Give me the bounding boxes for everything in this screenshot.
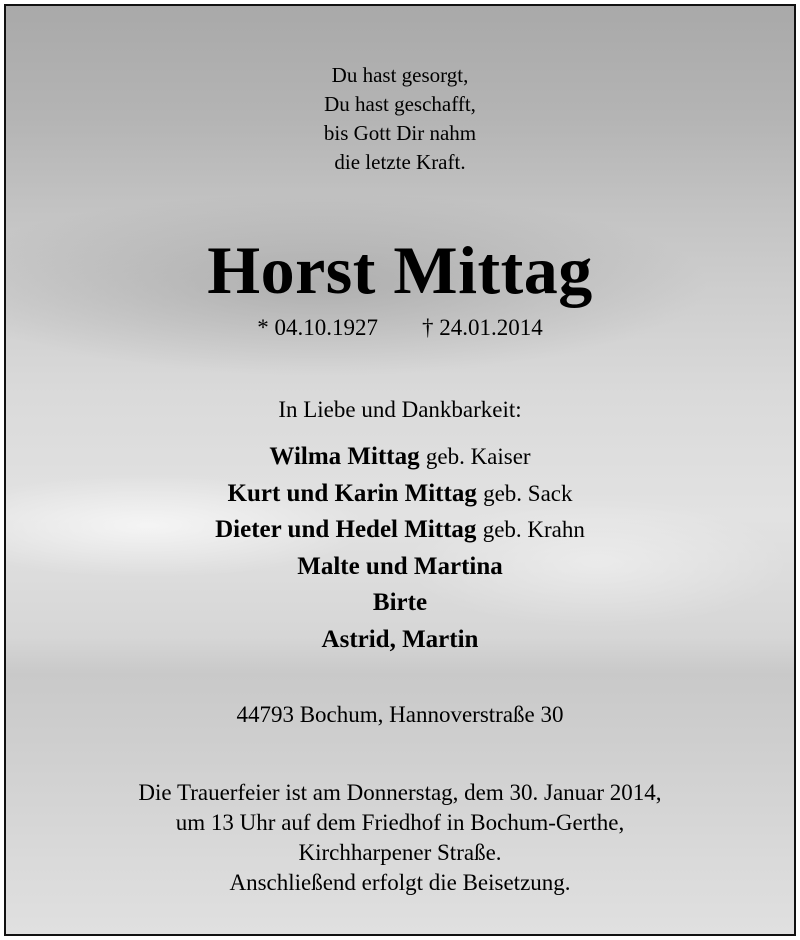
verse-line: Du hast geschafft, <box>324 92 476 116</box>
mourner-birth-name: geb. Sack <box>483 480 573 506</box>
mourner-entry <box>6 512 794 549</box>
verse-line: die letzte Kraft. <box>334 150 466 174</box>
funeral-line: Die Trauerfeier ist am Donnerstag, dem 30. Januar 2014, <box>138 780 662 805</box>
mourner-entry <box>6 549 794 586</box>
mourners-intro: In Liebe und Dankbarkeit: <box>278 397 522 422</box>
mourner-entry <box>6 476 794 513</box>
life-dates <box>6 313 794 343</box>
obituary-card <box>4 4 796 936</box>
funeral-line: Anschließend erfolgt die Beisetzung. <box>229 870 571 895</box>
address: 44793 Bochum, Hannoverstraße 30 <box>236 702 564 727</box>
mourner-entry <box>6 622 794 659</box>
mourner-name: Dieter und Hedel Mittag <box>215 516 477 543</box>
deceased-name: Horst Mittag <box>207 232 593 308</box>
mourner-entry <box>6 439 794 476</box>
birth-date: * 04.10.1927 <box>257 315 378 340</box>
funeral-info <box>6 778 794 898</box>
mourner-name: Kurt und Karin Mittag <box>227 479 477 507</box>
mourner-name: Birte <box>372 589 428 616</box>
mourner-name: Astrid, Martin <box>321 625 479 653</box>
mourner-birth-name: geb. Krahn <box>482 517 585 542</box>
mourner-name: Malte und Martina <box>297 552 503 580</box>
mourner-entry <box>6 585 794 622</box>
verse-line: Du hast gesorgt, <box>331 63 469 87</box>
mourner-name: Wilma Mittag <box>269 443 420 470</box>
death-date: † 24.01.2014 <box>422 315 543 340</box>
funeral-line: um 13 Uhr auf dem Friedhof in Bochum-Gerthe, <box>175 810 625 835</box>
verse-line: bis Gott Dir nahm <box>323 121 477 145</box>
mourners-list <box>6 439 794 658</box>
verse <box>6 61 794 177</box>
funeral-line: Kirchharpener Straße. <box>298 840 502 865</box>
mourner-birth-name: geb. Kaiser <box>425 444 531 469</box>
